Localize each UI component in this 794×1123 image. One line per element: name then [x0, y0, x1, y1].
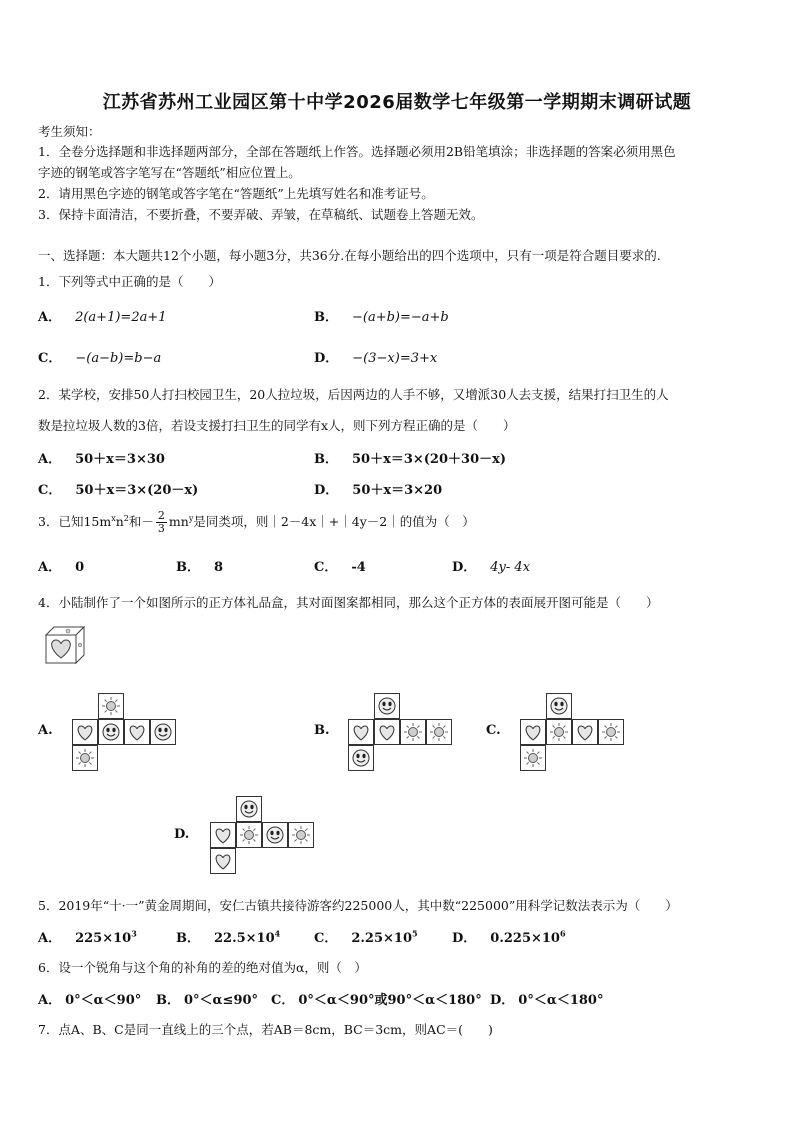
smile-face-icon: [150, 719, 176, 745]
q6-option-d: D． 0°＜α＜180°: [490, 993, 604, 1008]
q3-option-b: B． 8: [176, 560, 224, 575]
q2-option-a: A． 50＋x＝3×30: [38, 452, 165, 467]
net-label-b: B.: [314, 723, 330, 738]
notice-line-3: 2．请用黑色字迹的钢笔或答字笔在“答题纸”上先填写姓名和准考证号。: [38, 186, 434, 201]
q1-option-c: C． −(a−b)=b−a: [38, 351, 162, 366]
q1-option-a: A． 2(a+1)=2a+1: [38, 310, 167, 325]
smile-face-icon: [236, 796, 262, 822]
gift-box-cube-figure: [44, 625, 86, 665]
sun-face-icon: [546, 719, 572, 745]
heart-face-icon: [210, 822, 236, 848]
q5-option-a: A． $225\times 10^3$: [38, 928, 137, 946]
q1-option-d: D． −(3−x)=3+x: [314, 351, 438, 366]
sun-face-icon: [426, 719, 452, 745]
net-label-a: A.: [38, 723, 53, 738]
question-2-stem-1: 2．某学校，安排50人打扫校园卫生，20人拉垃圾，后因两边的人手不够，又增派30人去支援，结果打扫卫生的人: [38, 387, 669, 402]
notice-line-1: 1．全卷分选择题和非选择题两部分，全部在答题纸上作答。选择题必须用2B铅笔填涂；非选择题的答案必须用黑色: [38, 144, 676, 159]
question-3-stem: 3．已知$15m^xn^2$和－ $\frac{2}{3}$ $mn^y$是同类项，则｜2－4x｜+｜4y－2｜的值为（ ）: [38, 509, 475, 535]
q5-option-c: C． $2.25\times 10^5$: [314, 928, 418, 946]
q2-option-c: C． 50＋x＝3×(20－x): [38, 483, 199, 498]
q5-option-d: D． $0.225\times 10^6$: [452, 928, 566, 946]
heart-face-icon: [210, 848, 236, 874]
q2-option-d: D． 50＋x＝3×20: [314, 483, 443, 498]
net-label-c: C.: [486, 723, 501, 738]
q6-option-b: B． 0°＜α≤90°: [156, 993, 259, 1008]
notice-line-2: 字迹的钢笔或答字笔写在“答题纸”相应位置上。: [38, 165, 301, 180]
sun-face-icon: [288, 822, 314, 848]
fraction-two-thirds: $\frac{2}{3}$: [157, 509, 165, 535]
heart-face-icon: [348, 719, 374, 745]
q6-option-c: C． 0°＜α＜90°或90°＜α＜180°: [271, 993, 482, 1008]
q3-option-a: A． 0: [38, 560, 85, 575]
sun-face-icon: [72, 745, 98, 771]
page-title: 江苏省苏州工业园区第十中学2026届数学七年级第一学期期末调研试题: [102, 92, 692, 113]
sun-face-icon: [598, 719, 624, 745]
question-4-stem: 4．小陆制作了一个如图所示的正方体礼品盒，其对面图案都相同，那么这个正方体的表面展开图可能是（ ）: [38, 595, 659, 610]
q3-option-c: C． -4: [314, 560, 366, 575]
sun-face-icon: [400, 719, 426, 745]
smile-face-icon: [546, 693, 572, 719]
net-label-d: D.: [174, 827, 190, 842]
heart-face-icon: [124, 719, 150, 745]
smile-face-icon: [98, 719, 124, 745]
sun-face-icon: [520, 745, 546, 771]
sun-face-icon: [98, 693, 124, 719]
question-1-stem: 1．下列等式中正确的是（ ）: [38, 274, 221, 289]
heart-face-icon: [374, 719, 400, 745]
section-heading: 一、选择题：本大题共12个小题，每小题3分，共36分.在每小题给出的四个选项中，只有一项是符合题目要求的.: [38, 248, 661, 263]
q6-option-a: A． 0°＜α＜90°: [38, 993, 142, 1008]
sun-face-icon: [236, 822, 262, 848]
q2-option-b: B． 50＋x＝3×(20＋30－x): [314, 452, 507, 467]
smile-face-icon: [262, 822, 288, 848]
question-6-stem: 6．设一个锐角与这个角的补角的差的绝对值为α，则（ ）: [38, 960, 367, 975]
q3-option-d: D． 4y- 4x: [452, 560, 531, 575]
question-2-stem-2: 数是拉垃圾人数的3倍，若设支援打扫卫生的同学有x人，则下列方程正确的是（ ）: [38, 418, 516, 433]
smile-face-icon: [374, 693, 400, 719]
smile-face-icon: [348, 745, 374, 771]
heart-face-icon: [572, 719, 598, 745]
heart-face-icon: [72, 719, 98, 745]
heart-face-icon: [520, 719, 546, 745]
q1-option-b: B． −(a+b)=−a+b: [314, 310, 449, 325]
notice-heading: 考生须知：: [38, 124, 101, 139]
notice-line-4: 3．保持卡面清洁，不要折叠，不要弄破、弄皱，在草稿纸、试题卷上答题无效。: [38, 207, 484, 222]
question-5-stem: 5．2019年“十·一”黄金周期间，安仁古镇共接待游客约225000人，其中数“225000”用科学记数法表示为（ ）: [38, 898, 678, 913]
q5-option-b: B． $22.5\times 10^4$: [176, 928, 281, 946]
question-7-stem: 7．点A、B、C是同一直线上的三个点，若AB＝8cm，BC＝3cm，则AC＝( ): [38, 1022, 493, 1037]
